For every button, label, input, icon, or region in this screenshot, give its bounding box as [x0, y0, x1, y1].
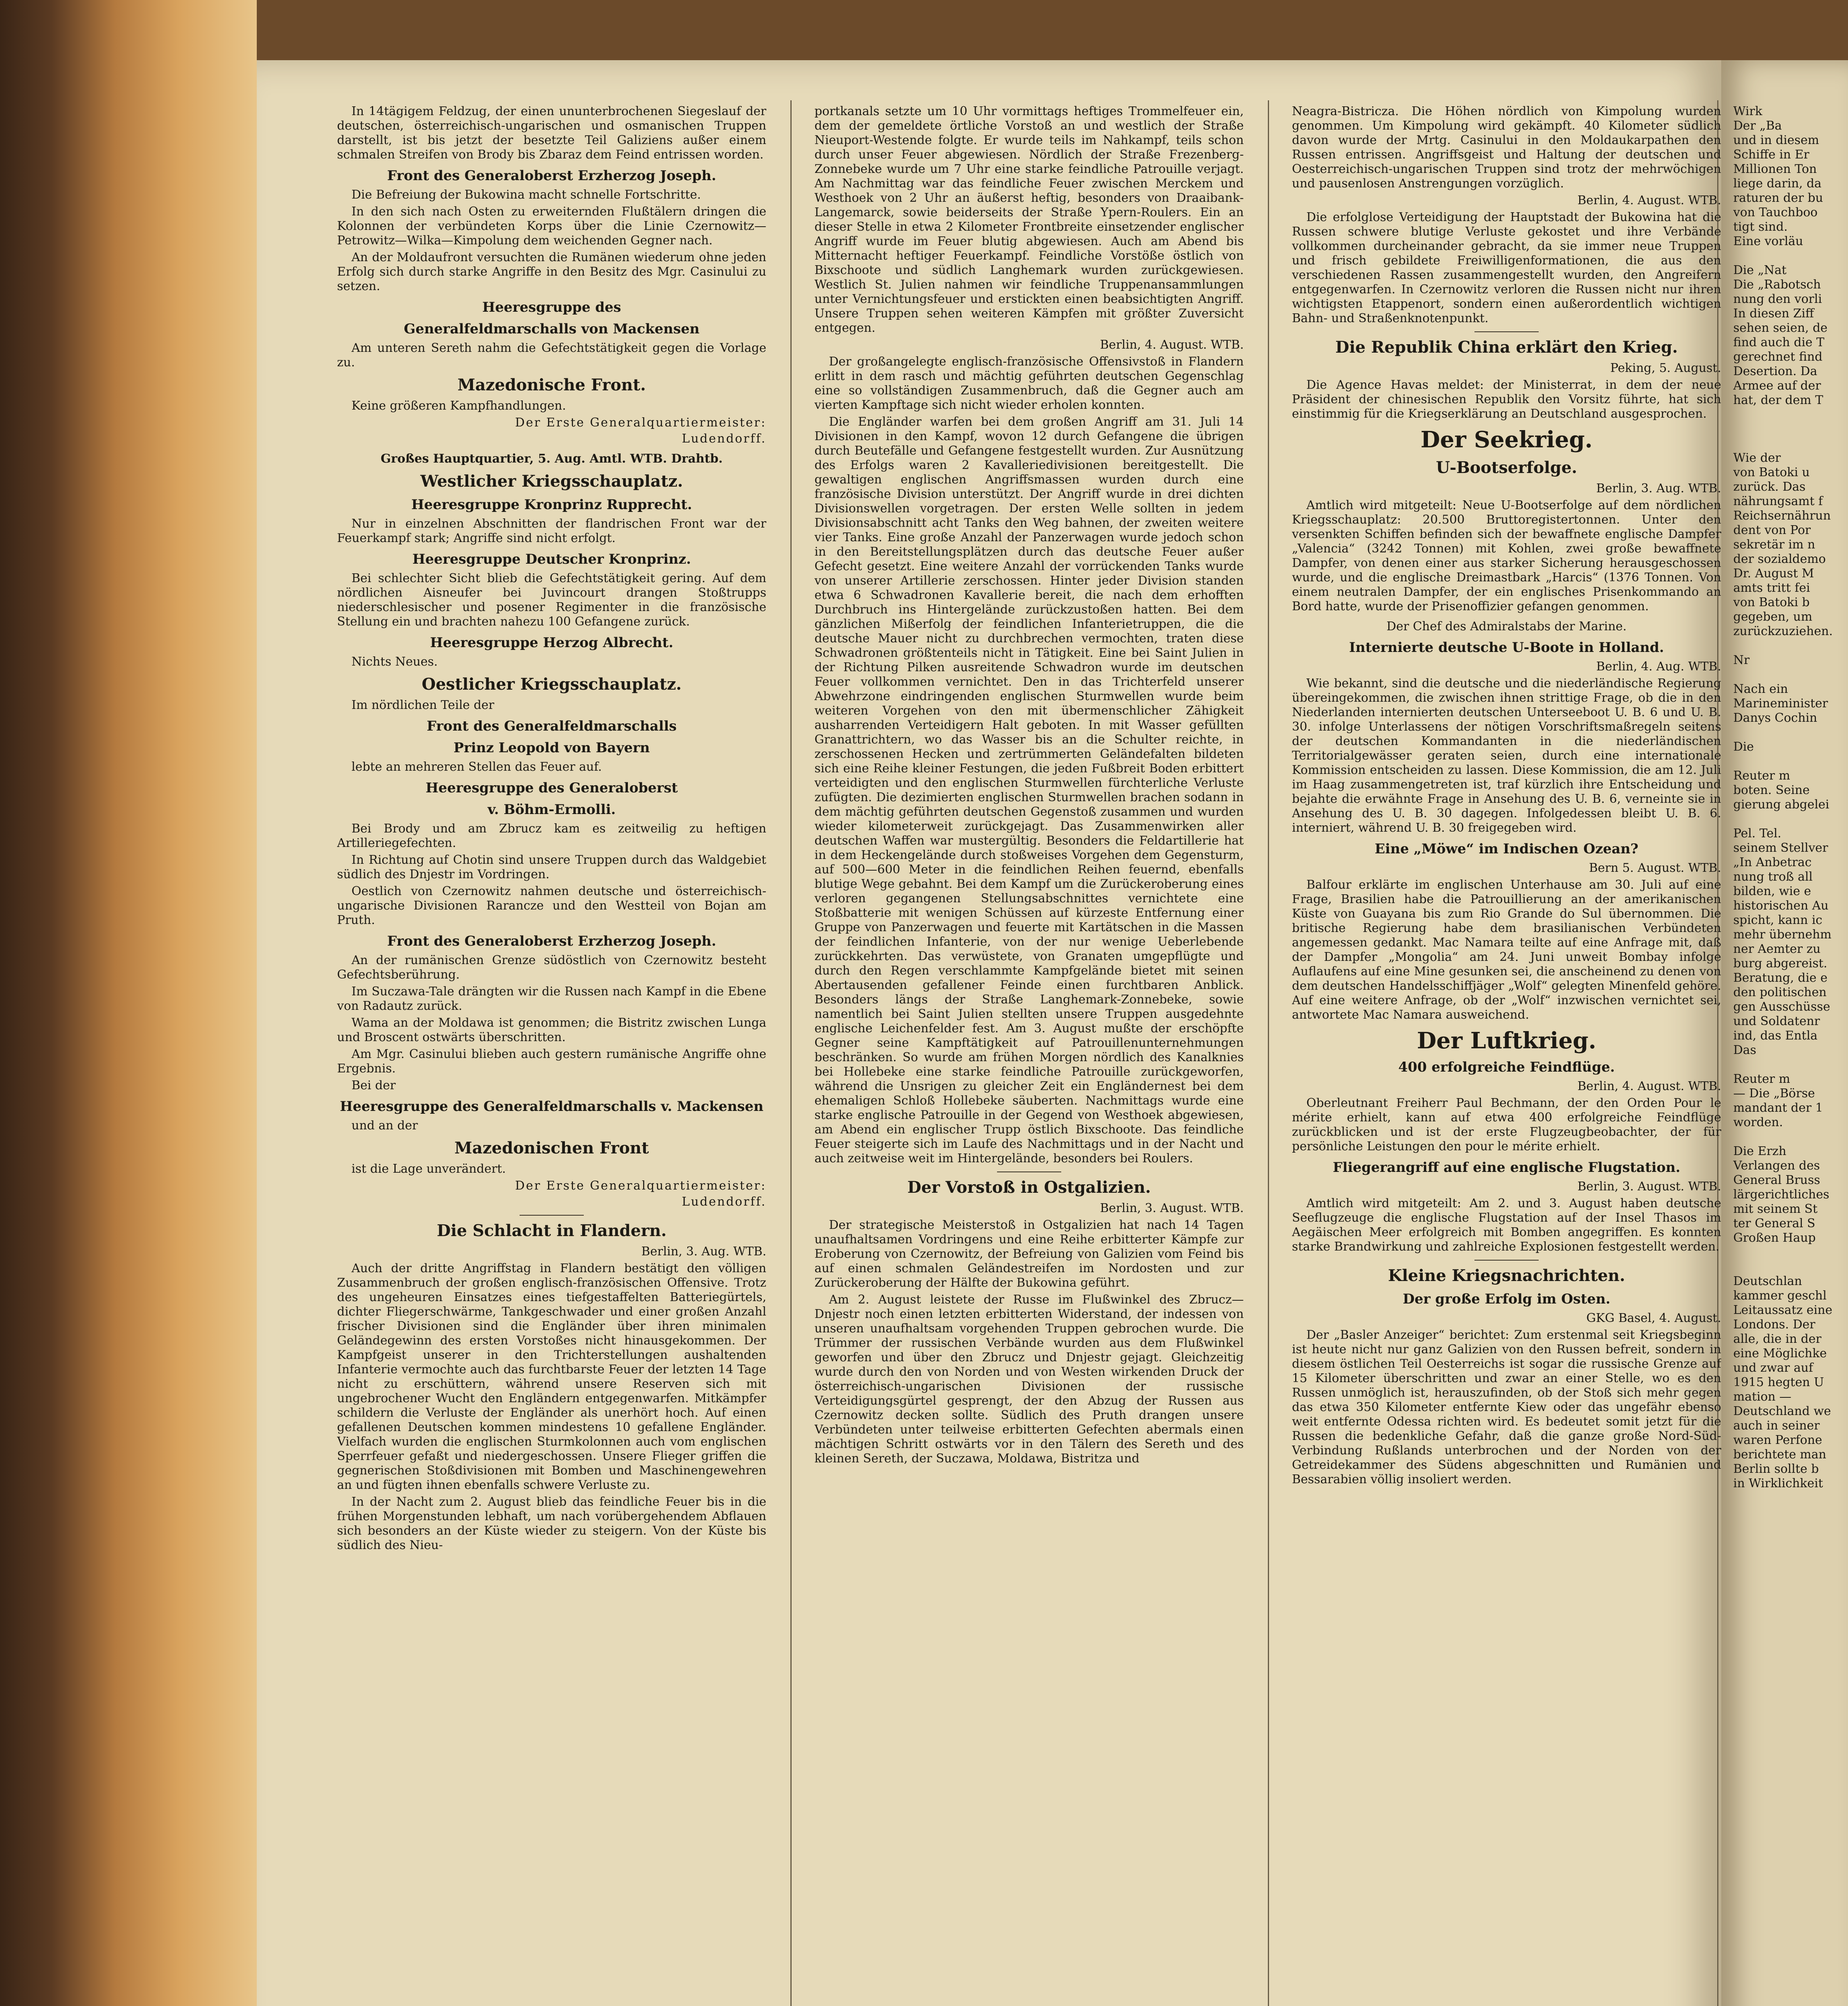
facing-page-line: Danys Cochin: [1733, 711, 1818, 725]
heading-rupprecht: Heeresgruppe Kronprinz Rupprecht.: [411, 497, 692, 513]
column-rule: [1268, 100, 1269, 2006]
facing-page-line: nung troß all: [1733, 870, 1813, 884]
dateline: GKG Basel, 4. August.: [1586, 1311, 1721, 1325]
facing-page-line: Reichsernährun: [1733, 509, 1831, 523]
facing-page-line: seinem Stellver: [1733, 841, 1828, 855]
heading-westlicher-kriegsschauplatz: Westlicher Kriegsschauplatz.: [420, 472, 683, 491]
newspaper-page: [257, 60, 1721, 2006]
facing-page-line: gen Ausschüsse: [1733, 1000, 1830, 1014]
dateline: Berlin, 4. August. WTB.: [1577, 1079, 1721, 1093]
facing-page-line: find auch die T: [1733, 335, 1825, 349]
facing-page-line: und in diesem: [1733, 133, 1819, 147]
paragraph: In der Nacht zum 2. August blieb das feindliche Feuer bis in die frühen Morgenstunden lebhaft, um nach vorübergehendem Abflauen sich besonders an der Küste wieder zu steigern. Von der Küste bis südlich des Nieu-: [337, 1495, 766, 1552]
facing-page-line: Marineminister: [1733, 696, 1828, 711]
facing-page-line: sekretär im n: [1733, 538, 1816, 552]
heading-schlacht-flandern: Die Schlacht in Flandern.: [437, 1221, 667, 1240]
facing-page-line: [1733, 1058, 1848, 1072]
heading-leopold-bayern: Prinz Leopold von Bayern: [453, 740, 650, 756]
signature-name: Ludendorff.: [682, 1195, 766, 1209]
heading-moewe: Eine „Möwe“ im Indischen Ozean?: [1375, 841, 1639, 857]
facing-page-line: gerechnet find: [1733, 350, 1823, 364]
paragraph: Die Befreiung der Bukowina macht schnelle Fortschritte.: [351, 188, 701, 202]
facing-page-line: Wirk: [1733, 104, 1763, 118]
paragraph: Die erfolglose Verteidigung der Hauptstadt der Bukowina hat die Russen schwere blutige Verluste gekostet und ihre Verbände vollkommen durcheinander gebracht, da sie immer neue Truppen und frisch gebildete Freiwilligenformationen, die aus den verschiedenen Rassen zusammengestellt wurden, den Angreifern entgegenwarfen. In Czernowitz verloren die Russen nicht nur ihren wichtigsten Etappenort, sondern einen außerordentlich wichtigen Bahn- und Straßenknotenpunkt.: [1292, 210, 1721, 325]
facing-page-line: Das: [1733, 1043, 1757, 1057]
dateline: Bern 5. August. WTB.: [1589, 861, 1721, 875]
heading-mazedonischen-front: Mazedonischen Front: [454, 1139, 649, 1157]
facing-page-line: tigt sind.: [1733, 220, 1788, 234]
heading-china: Die Republik China erklärt den Krieg.: [1335, 338, 1678, 357]
paragraph: lebte an mehreren Stellen das Feuer auf.: [351, 760, 602, 774]
heading-grosse-erfolg: Der große Erfolg im Osten.: [1403, 1291, 1610, 1307]
facing-page-line: in Wirklichkeit: [1733, 1476, 1823, 1490]
heading-front-josef: Front des Generaloberst Erzherzog Joseph.: [387, 168, 717, 184]
facing-page-line: bilden, wie e: [1733, 884, 1811, 898]
facing-page-line: lärgerichtliches: [1733, 1188, 1830, 1202]
facing-page-line: Eine vorläu: [1733, 234, 1803, 248]
dateline: Berlin, 3. August. WTB.: [1577, 1180, 1721, 1194]
paragraph: In Richtung auf Chotin sind unsere Truppen durch das Waldgebiet südlich des Dnjestr im Vordringen.: [337, 853, 766, 881]
paragraph: Neagra-Bistricza. Die Höhen nördlich von Kimpolung wurden genommen. Um Kimpolung wird gekämpft. 40 Kilometer südlich davon wurde der Mrtg. Casinului in den Moldaukarpathen den Russen entrissen. Angriffsgeist und Haltung der deutschen und Oesterreichisch-ungarischen Truppen sind trotz der mehrwöchigen und pausenlosen Anstrengungen vorzüglich.: [1292, 104, 1721, 191]
paragraph: An der Moldaufront versuchten die Rumänen wiederum ohne jeden Erfolg sich durch starke Angriffe in den Besitz des Mgr. Casinului zu setzen.: [337, 250, 766, 293]
facing-page-line: Schiffe in Er: [1733, 148, 1809, 162]
paragraph: Am Mgr. Casinului blieben auch gestern rumänische Angriffe ohne Ergebnis.: [337, 1047, 766, 1076]
paragraph: Die Engländer warfen bei dem großen Angriff am 31. Juli 14 Divisionen in den Kampf, wovon 12 durch Gefangene die übrigen durch Beutefälle und Gefangene festgestellt wurden. Zur Ausnützung des Erfolgs waren 2 Kavalleriedivisionen bereitgestellt. Die gewaltigen englischen Angriffsmassen wurden durch eine französische Division unterstützt. Der Angriff wurde in drei dichten Divisionswellen vorgetragen. Der ersten Welle sollten in jedem Divisionsabschnitt acht Tanks den Weg bahnen, der zweiten weitere vier Tanks. Eine große Anzahl der Panzerwagen wurde jedoch schon in den Bereitstellungsplätzen durch das deutsche Feuer außer Gefecht gesetzt. Eine weitere Anzahl der vorrückenden Tanks wurde von unserer Artillerie zerschossen. Hinter jeder Division standen etwa 6 Schwadronen Kavallerie bereit, die nach dem erhofften Durchbruch ins Hintergelände zurückzustoßen hatten. Bei dem gänzlichen Mißerfolg der feindlichen Infanterietruppen, die die deutsche Mauer nicht zu durchbrechen vermochten, traten diese Schwadronen größtenteils nicht in Tätigkeit. Eine bei Saint Julien in der Richtung Pilken ausreitende Schwadron wurde im deutschen Feuer vollkommen vernichtet. Den in das Trichterfeld unserer Abwehrzone eindringenden englischen Sturmwellen wurde beim weiteren Vorgehen von den mit übermenschlicher Zähigkeit ausharrenden Verteidigern Halt geboten. In mit Wasser gefüllten Granattrichtern, wo das Wasser bis an die Schulter reichte, in zerschossenen Hecken und zertrümmerten Geländefalten bildeten sich eine Reihe kleiner Festungen, die jeden Fußbreit Boden erbittert verteidigten und den englischen Sturmwellen fürchterliche Verluste zufügten. Die dezimierten englischen Sturmwellen brachen sodann in dem mächtig geführten deutschen Gegenstoß zusammen und wurden wieder kilometerweit zurückgejagt. Das Zusammenwirken aller deutschen Waffen war mustergültig. Besonders die Feldartillerie hat in dem Heckengelände durch stoßweises Vorgehen dem Gegensturm, auf 500—600 Meter in die feindlichen Reihen feuernd, ebenfalls blutige Wege gebahnt. Bei dem Kampf um die Zurückeroberung eines verloren gegangenen Stellungsabschnittes vernichtete eine Stoßbatterie mit wenigen Schüssen auf kürzeste Entfernung einer Gruppe von Panzerwagen und feuerte mit Kartätschen in die Massen der feindlichen Infanterie, von der nur wenige Ueberlebende zurückkehrten. Das verwüstete, von Granaten umgepflügte und durch den Regen verschlammte Kampfgelände bietet mit seinen Abertausenden gefallener Feinde einen furchtbaren Anblick. Besonders längs der Straße Langhemark-Zonnebeke, sowie namentlich bei Saint Julien stellten unsere Truppen ausgedehnte englische Leichenfelder fest. Am 3. August mußte der erschöpfte Gegner seine Kampftätigkeit auf Patrouillenunternehmungen beschränken. So wurde am frühen Morgen nördlich des Kanalknies bei Hollebeke eine starke feindliche Patrouille zurückgeworfen, während die Unsrigen zu gleicher Zeit ein Engländernest bei dem ehemaligen Schloß Hollebeke säuberten. Nachmittags wurde eine starke englische Patrouille in der Gegend von Westhoek abgewiesen, am Abend ein englischer Trupp östlich Bixschoote. Das feindliche Feuer steigerte sich im Laufe des Nachmittags und in der Nacht und auch zeitweise weit im Hintergelände, besonders bei Roulers.: [814, 415, 1244, 1165]
facing-page-line: boten. Seine: [1733, 783, 1810, 797]
facing-page-line: gierung abgelei: [1733, 798, 1830, 812]
facing-page-line: General Bruss: [1733, 1173, 1820, 1187]
heading-front-leopold: Front des Generalfeldmarschalls: [426, 718, 677, 734]
paragraph: Bei der: [351, 1078, 396, 1092]
facing-page-line: Desertion. Da: [1733, 364, 1818, 378]
facing-page-line: 1915 hegten U: [1733, 1375, 1824, 1389]
facing-page-line: amts tritt fei: [1733, 581, 1810, 595]
dateline: Berlin, 4. Aug. WTB.: [1596, 660, 1721, 674]
facing-page-line: Millionen Ton: [1733, 162, 1817, 176]
paragraph: Der großangelegte englisch-französische Offensivstoß in Flandern erlitt in dem rasch und mächtig geführten deutschen Gegenschlag eine so vollständigen Zusammenbruch, daß die Gegner auch am vierten Kampftage sich nicht wieder erholen konnten.: [814, 355, 1244, 412]
facing-page-line: [1733, 422, 1848, 437]
book-spine-edge: [0, 0, 257, 2006]
facing-page-line: burg abgereist.: [1733, 956, 1828, 971]
facing-page-line: — Die „Börse: [1733, 1086, 1815, 1100]
paragraph: Im Suczawa-Tale drängten wir die Russen nach Kampf in die Ebene von Radautz zurück.: [337, 985, 766, 1013]
heading-boehm: Heeresgruppe des Generaloberst: [425, 780, 678, 796]
column-2: [814, 104, 1244, 2006]
paragraph: Wie bekannt, sind die deutsche und die niederländische Regierung übereingekommen, die zwischen ihnen strittige Frage, ob die in den Niederlanden internierten deutschen Unterseeboot U. B. 6 und U. B. 30. infolge Unterlassens der nötigen Vorschriftsmaßregeln seitens der deutschen Kommandanten in die niederländischen Territorialgewässer geraten seien, durch eine internationale Kommission entscheiden zu lassen. Diese Kommission, die am 12. Juli im Haag zusammengetreten ist, traf kürzlich ihre Entscheidung und bejahte die erwähnte Frage in Ansehung des U. B. 6, verneinte sie in Ansehung des U. B. 30 dagegen. Infolgedessen bleibt U. B. 6. interniert, während U. B. 30 freigegeben wird.: [1292, 676, 1721, 835]
facing-page-line: liege darin, da: [1733, 177, 1822, 191]
paragraph: Bei Brody und am Zbrucz kam es zeitweilig zu heftigen Artilleriegefechten.: [337, 822, 766, 850]
facing-page-line: [1733, 668, 1848, 682]
facing-page-line: ner Aemter zu: [1733, 942, 1821, 956]
facing-page-line: „In Anbetrac: [1733, 855, 1812, 869]
heading-heeresgruppe: Heeresgruppe des: [482, 299, 621, 315]
separator: [1474, 331, 1539, 332]
heading-luftkrieg: Der Luftkrieg.: [1417, 1027, 1596, 1054]
signature-title: Der Erste Generalquartiermeister:: [515, 416, 766, 430]
facing-page-line: Die „Rabotsch: [1733, 278, 1821, 292]
facing-page-line: und Soldatenr: [1733, 1014, 1820, 1028]
facing-page-line: Londons. Der: [1733, 1318, 1816, 1332]
facing-page-line: zurückzuziehen.: [1733, 624, 1833, 638]
facing-page-line: [1733, 754, 1848, 769]
facing-page-line: [1733, 1245, 1848, 1260]
facing-page-line: berichtete man: [1733, 1448, 1826, 1462]
facing-page-line: Nr: [1733, 653, 1750, 667]
facing-page-line: Reuter m: [1733, 1072, 1790, 1086]
paragraph: Bei schlechter Sicht blieb die Gefechtstätigkeit gering. Auf dem nördlichen Aisneufer bei Juvincourt drangen Stoßtrupps niederschlesischer und posener Regimenter in die französische Stellung ein und brachten nahezu 100 Gefangene zurück.: [337, 571, 766, 629]
facing-page-line: Der „Ba: [1733, 119, 1782, 133]
facing-page-line: alle, die in der: [1733, 1332, 1822, 1346]
facing-page-line: von Tauchboo: [1733, 205, 1818, 219]
facing-page-line: worden.: [1733, 1115, 1783, 1129]
heading-mackensen-2: Heeresgruppe des Generalfeldmarschalls v. Mackensen: [340, 1098, 764, 1115]
facing-page-line: In diesen Ziff: [1733, 307, 1814, 321]
headquarters-line: Großes Hauptquartier, 5. Aug. Amtl. WTB. Drahtb.: [380, 452, 723, 466]
facing-page-line: [1733, 1130, 1848, 1144]
paragraph: Amtlich wird mitgeteilt: Am 2. und 3. August haben deutsche Seeflugzeuge die englische Flugstation auf der Insel Thasos im Aegäischen Meer erfolgreich mit Bomben angegriffen. Es konnten starke Brandwirkung und zahlreiche Explosionen festgestellt werden.: [1292, 1196, 1721, 1254]
heading-fliegerangriff: Fliegerangriff auf eine englische Flugstation.: [1332, 1159, 1681, 1176]
paragraph: An der rumänischen Grenze südöstlich von Czernowitz besteht Gefechtsberührung.: [337, 953, 766, 982]
paragraph: ist die Lage unverändert.: [351, 1162, 506, 1176]
facing-page-line: ter General S: [1733, 1216, 1816, 1230]
facing-page-line: [1733, 1260, 1848, 1274]
facing-page-line: [1733, 408, 1848, 422]
dateline: Berlin, 3. Aug. WTB.: [1596, 481, 1721, 495]
facing-page-line: Leitaussatz eine: [1733, 1303, 1833, 1317]
facing-page-line: eine Möglichke: [1733, 1346, 1827, 1360]
paragraph: Wama an der Moldawa ist genommen; die Bistritz zwischen Lunga und Broscent ostwärts überschritten.: [337, 1016, 766, 1044]
facing-page-line: Berlin sollte b: [1733, 1462, 1819, 1476]
facing-page-line: historischen Au: [1733, 899, 1829, 913]
facing-page-line: Nach ein: [1733, 682, 1788, 696]
separator: [1474, 1260, 1539, 1261]
heading-feindfluege: 400 erfolgreiche Feindflüge.: [1398, 1059, 1615, 1075]
facing-page-line: Deutschlan: [1733, 1274, 1802, 1288]
heading-albrecht: Heeresgruppe Herzog Albrecht.: [430, 635, 674, 651]
facing-page-line: Verlangen des: [1733, 1159, 1820, 1173]
intro-paragraph: In 14tägigem Feldzug, der einen ununterbrochenen Siegeslauf der deutschen, österreichisch-ungarischen und osmanischen Truppen darstellt, ist bis jetzt der besetzte Teil Galiziens außer einem schmalen Streifen von Brody bis Zbaraz dem Feind entrissen worden.: [337, 104, 766, 162]
paragraph: Die Agence Havas meldet: der Ministerrat, in dem der neue Präsident der chinesischen Republik den Vorsitz führte, hat sich einstimmig für die Kriegserklärung an Deutschland ausgesprochen.: [1292, 378, 1721, 421]
signature-admiralstab: Der Chef des Admiralstabs der Marine.: [1386, 619, 1627, 633]
paragraph: Der „Basler Anzeiger“ berichtet: Zum erstenmal seit Kriegsbeginn ist heute nicht nur ganz Galizien von den Russen befreit, sondern in diesem östlichen Teil Oesterreichs ist sogar die russische Grenze auf 15 Kilometer überschritten und zwar an einer Stelle, wo es den Russen unmöglich ist, herauszufinden, ob der Stoß sich mehr gegen das etwa 350 Kilometer entfernte Kiew oder das ungefähr ebenso weit entfernte Odessa richten wird. Es bedeutet somit jetzt für die Russen die bedenkliche Gefahr, daß die ganze große Nord-Süd-Verbindung Rußlands unterbrochen und der Norden von der Getreidekammer des Südens abgeschnitten und Rumänien und Bessarabien völlig insoliert werden.: [1292, 1328, 1721, 1486]
facing-page-line: Pel. Tel.: [1733, 826, 1781, 841]
facing-page-line: auch in seiner: [1733, 1419, 1820, 1433]
facing-page-column: [1733, 104, 1848, 1491]
facing-page-line: Dr. August M: [1733, 566, 1814, 581]
facing-page-line: mit seinem St: [1733, 1202, 1818, 1216]
heading-internierte-uboote: Internierte deutsche U-Boote in Holland.: [1349, 640, 1664, 656]
paragraph: Keine größeren Kampfhandlungen.: [351, 399, 566, 413]
heading-vorstoss-ostgalizien: Der Vorstoß in Ostgalizien.: [907, 1178, 1151, 1197]
column-3: [1292, 104, 1721, 2006]
signature-name: Ludendorff.: [682, 432, 766, 446]
facing-page-line: und zwar auf: [1733, 1361, 1813, 1375]
facing-page-line: ind, das Entla: [1733, 1029, 1818, 1043]
dateline: Berlin, 4. August. WTB.: [1100, 338, 1244, 352]
facing-page-line: mation —: [1733, 1390, 1791, 1404]
facing-page-line: von Batoki u: [1733, 465, 1810, 479]
paragraph: Oestlich von Czernowitz nahmen deutsche und österreichisch-ungarische Divisionen Rarancze und den Westteil von Bojan am Pruth.: [337, 884, 766, 927]
paragraph: Am 2. August leistete der Russe im Flußwinkel des Zbrucz—Dnjestr noch einen letzten erbitterten Widerstand, der indessen von unseren unaufhaltsam vorgehenden Truppen gebrochen wurde. Die Trümmer der russischen Verbände wurden aus dem Flußwinkel geworfen und über den Zbrucz und Dnjestr gejagt. Gleichzeitig wurde durch den von Norden und von Westen wirkenden Druck der österreichisch-ungarischen Divisionen der russische Verteidigungsgürtel gesprengt, der den Abzug der Russen aus Czernowitz decken sollte. Südlich des Pruth drangen unsere Verbündeten unter teilweise erbitterten Gefechten abermals einen mächtigen Schritt ostwärts vor in den Tälern des Sereth und des kleinen Sereth, der Suczawa, Moldawa, Bistritza und: [814, 1293, 1244, 1466]
facing-page-line: [1733, 725, 1848, 740]
paragraph: Oberleutnant Freiherr Paul Bechmann, der den Orden Pour le mérite erhielt, kann auf etwa 400 erfolgreiche Feindflüge zurückblicken und ist der erste Flugzeugbeobachter, der für persönliche Leistungen den pour le mérite erhielt.: [1292, 1096, 1721, 1153]
facing-page-line: zurück. Das: [1733, 480, 1806, 494]
heading-mazedonische-front: Mazedonische Front.: [457, 376, 646, 394]
facing-page-line: nung den vorli: [1733, 292, 1822, 306]
facing-page-line: Beratung, die e: [1733, 971, 1828, 985]
facing-page-line: [1733, 437, 1848, 451]
paragraph: Auch der dritte Angriffstag in Flandern bestätigt den völligen Zusammenbruch der großen englisch-französischen Offensive. Trotz des ungeheuren Einsatzes eines tiefgestaffelten Batteriegürtels, dichter Fliegerschwärme, Tankgeschwader und einer großen Anzahl frischer Divisionen sind die Engländer über ihren minimalen Geländegewinn des ersten Vorstoßes nicht hinausgekommen. Der Kampfgeist unserer in den Trichterstellungen aushaltenden Infanterie vermochte auch das furchtbarste Feuer der letzten 14 Tage nicht zu erschüttern, während unsere Reserven sich mit ungebrochener Wucht den Engländern entgegenwarfen. Mitkämpfer schildern die Verluste der Engländer als unerhört hoch. Auf einen gefallenen Deutschen kommen mindestens 10 gefallene Engländer. Vielfach wurden die englischen Sturmkolonnen auch vom englischen Sperrfeuer gefaßt und niedergeschossen. Unsere Flieger griffen die gegnerischen Stoßdivisionen mit Bomben und Maschinengewehren an und fügten ihnen ebenfalls schwere Verluste zu.: [337, 1261, 766, 1492]
paragraph: Balfour erklärte im englischen Unterhause am 30. Juli auf eine Frage, Brasilien habe die Patrouillierung an der amerikanischen Küste von Guayana bis zum Rio Grande do Sul übernommen. Die britische Regierung habe dem brasilianischen Verbündeten angemessen gedankt. Mac Namara teilte auf eine Anfrage mit, daß der Dampfer „Mongolia“ am 24. Juni unweit Bombay infolge Auflaufens auf eine Mine gesunken sei, die anscheinend zu denen von dem deutschen Handelsschiffjäger „Wolf“ gelegten Minenfeld gehöre. Auf eine weitere Anfrage, ob der „Wolf“ inzwischen vernichtet sei, antwortete Mac Namara ausweichend.: [1292, 878, 1721, 1022]
facing-page-line: [1733, 639, 1848, 653]
facing-page-line: waren Perfone: [1733, 1433, 1822, 1447]
paragraph: portkanals setzte um 10 Uhr vormittags heftiges Trommelfeuer ein, dem der gemeldete örtliche Vorstoß an und westlich der Straße Nieuport-Westende folgte. Er wurde teils im Nahkampf, teils schon durch unser Feuer abgewiesen. Nördlich der Straße Frezenberg-Zonnebeke wurde um 7 Uhr eine starke feindliche Patrouille verjagt. Am Nachmittag war das feindliche Feuer zwischen Merckem und Westhoek von 2 Uhr an äußerst heftig, besonders von Draaibank-Langemarck, sowie beiderseits der Straße Ypern-Roulers. Ein an dieser Stelle in etwa 2 Kilometer Frontbreite einsetzender englischer Angriff wurde im Feuer blutig abgewiesen. Auch am Abend bis Mitternacht heftiger Feuerkampf. Feindliche Vorstöße östlich von Bixschoote und südlich Langhemark wurden zurückgewiesen. Westlich St. Julien nahmen wir feindliche Truppenansammlungen unter Vernichtungsfeuer und erstickten einen beabsichtigten Angriff. Unsere Truppen sehen weiteren Kämpfen mit größter Zuversicht entgegen.: [814, 104, 1244, 335]
paragraph: Nichts Neues.: [351, 655, 438, 669]
facing-page-line: kammer geschl: [1733, 1289, 1827, 1303]
facing-page-line: mehr übernehm: [1733, 928, 1832, 942]
facing-page-line: mandant der 1: [1733, 1101, 1823, 1115]
heading-boehm-ermolli: v. Böhm-Ermolli.: [487, 802, 616, 818]
facing-page-line: Armee auf der: [1733, 379, 1821, 393]
heading-kleine-kriegsnachrichten: Kleine Kriegsnachrichten.: [1388, 1266, 1625, 1285]
column-rule: [790, 100, 792, 2006]
facing-page-line: [1733, 249, 1848, 263]
facing-page-line: Großen Haup: [1733, 1231, 1816, 1245]
paragraph: In den sich nach Osten zu erweiternden Flußtälern dringen die Kolonnen der verbündeten Korps über die Linie Czernowitz—Petrowitz—Wilka—Kimpolung dem weichenden Gegner nach.: [337, 205, 766, 248]
heading-mackensen: Generalfeldmarschalls von Mackensen: [404, 321, 700, 337]
facing-page-line: von Batoki b: [1733, 595, 1810, 609]
dateline: Berlin, 4. August. WTB.: [1577, 193, 1721, 207]
dateline: Peking, 5. August.: [1610, 361, 1721, 375]
separator: [520, 1215, 584, 1216]
paragraph: Amtlich wird mitgeteilt: Neue U-Bootserfolge auf dem nördlichen Kriegsschauplatz: 20.500 Bruttoregistertonnen. Unter den versenkten Schiffen befinden sich der bewaffnete englische Dampfer „Valencia“ (3242 Tonnen) mit Kohlen, zwei große bewaffnete Dampfer, von denen einer aus starker Sicherung herausgeschossen wurde, und die englische Dreimastbark „Harcis“ (1376 Tonnen. Von einem neutralen Dampfer, der ein englisches Prisenkommando an Bord hatte, wurde der Prisenoffizier gefangen genommen.: [1292, 498, 1721, 613]
signature-title: Der Erste Generalquartiermeister:: [515, 1179, 766, 1193]
facing-page-line: hat, der dem T: [1733, 393, 1824, 407]
facing-page-line: spicht, kann ic: [1733, 913, 1823, 927]
facing-page-line: Die Erzh: [1733, 1144, 1787, 1158]
heading-ubootserfolge: U-Bootserfolge.: [1436, 458, 1577, 477]
paragraph: Am unteren Sereth nahm die Gefechtstätigkeit gegen die Vorlage zu.: [337, 341, 766, 370]
facing-page-line: nährungsamt f: [1733, 494, 1823, 508]
heading-oestlicher-kriegsschauplatz: Oestlicher Kriegsschauplatz.: [422, 675, 682, 694]
paragraph: Im nördlichen Teile der: [351, 698, 494, 712]
facing-page-line: Reuter m: [1733, 769, 1790, 783]
facing-page-line: gegeben, um: [1733, 610, 1813, 624]
paragraph: Nur in einzelnen Abschnitten der flandrischen Front war der Feuerkampf stark; Angriffe sind nicht erfolgt.: [337, 517, 766, 545]
facing-page-line: Die „Nat: [1733, 263, 1787, 277]
facing-page-line: raturen der bu: [1733, 191, 1823, 205]
column-1: [337, 104, 766, 2006]
facing-page-line: der sozialdemo: [1733, 552, 1826, 566]
facing-page-line: dent von Por: [1733, 523, 1811, 537]
paragraph: Der strategische Meisterstoß in Ostgalizien hat nach 14 Tagen unaufhaltsamen Vordringens und eine Reihe erbitterter Kämpfe zur Eroberung von Czernowitz, der Befreiung von Galizien vom Feind bis auf einen schmalen Geländestreifen im Nordosten und zur Zurückeroberung der Hälfte der Bukowina geführt.: [814, 1218, 1244, 1290]
facing-page-line: [1733, 812, 1848, 826]
heading-kronprinz: Heeresgruppe Deutscher Kronprinz.: [412, 551, 691, 567]
heading-front-josef-2: Front des Generaloberst Erzherzog Joseph.: [387, 933, 717, 949]
facing-page-line: Die: [1733, 740, 1754, 754]
facing-page-line: den politischen: [1733, 985, 1827, 999]
dateline: Berlin, 3. August. WTB.: [1100, 1201, 1244, 1215]
facing-page-line: Wie der: [1733, 451, 1781, 465]
facing-page-fragment: [1721, 60, 1848, 2006]
paragraph: und an der: [351, 1119, 418, 1133]
facing-page-line: sehen seien, de: [1733, 321, 1828, 335]
facing-page-line: Deutschland we: [1733, 1404, 1831, 1418]
dateline: Berlin, 3. Aug. WTB.: [641, 1245, 766, 1259]
heading-seekrieg: Der Seekrieg.: [1420, 426, 1593, 453]
